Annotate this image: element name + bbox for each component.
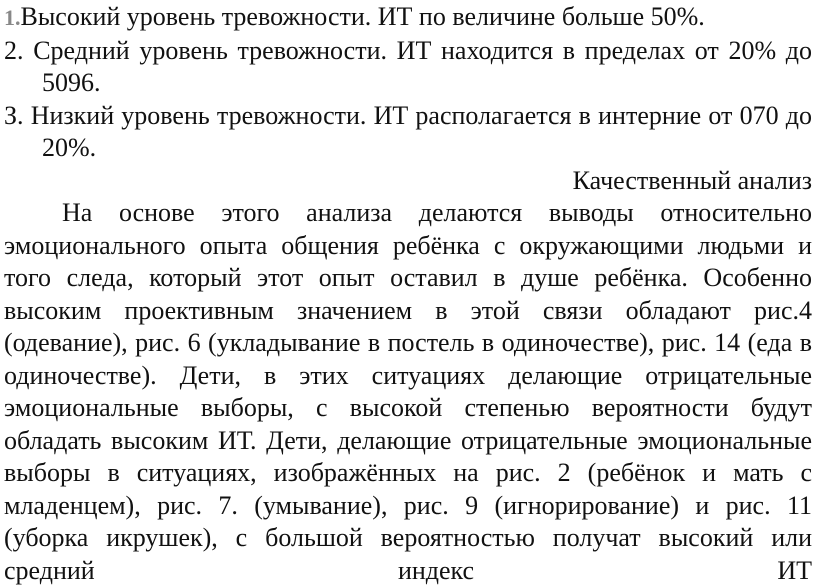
list-item-medium-anxiety bbox=[4, 35, 812, 100]
list-item-text: Низкий уровень тревожности. ИТ располагается в интерние от 070 до 20%. bbox=[30, 100, 812, 162]
list-item-text: Средний уровень тревожности. ИТ находится в пределах от 20% до 5096. bbox=[33, 35, 813, 97]
list-item-text: Высокий уровень тревожности. ИТ по величине больше 50%. bbox=[20, 2, 705, 31]
list-marker: З. bbox=[4, 100, 24, 130]
list-marker: 1. bbox=[4, 5, 21, 30]
section-heading: Качественный анализ bbox=[572, 165, 812, 195]
list-item-low-anxiety bbox=[4, 100, 812, 165]
body-paragraph: На основе этого анализа делаются выводы относительно эмоционального опыта общения ребёнка с окружающими людьми и того следа, который этот опыт оставил в душе ребёнка. Особенно высоким проективным значением в этой связи обладают рис.4 (одевание), рис. 6 (укладывание в постель в одиночестве), рис. 14 (еда в одиночестве). Дети, в этих ситуациях делающие отрицательные эмоциональные выборы, с высокой степенью вероятности будут обладать высоким ИТ. Дети, делающие отрицательные эмоциональные выборы в ситуациях, изображённых на рис. 2 (ребёнок и мать с младенцем), рис. 7. (умывание), рис. 9 (игнорирование) и рис. 11 (уборка икрушек), с большой вероятностью получат высокий или средний индекс ИТ bbox=[4, 198, 812, 585]
list-item-high-anxiety bbox=[4, 1, 812, 35]
list-marker: 2. bbox=[4, 35, 24, 65]
